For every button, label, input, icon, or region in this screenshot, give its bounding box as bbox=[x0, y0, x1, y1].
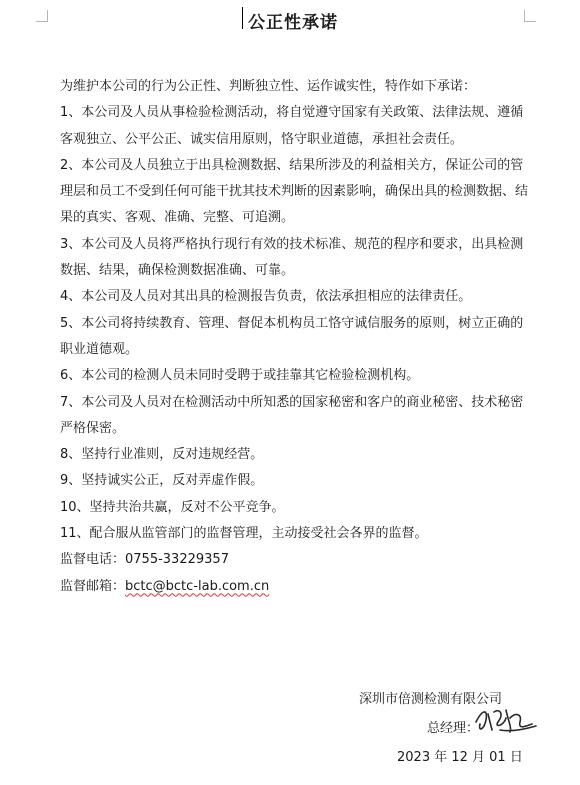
commitment-item-11: 11、配合服从监管部门的监督管理，主动接受社会各界的监督。 bbox=[60, 526, 428, 542]
commitment-item-7: 7、本公司及人员对在检测活动中所知悉的国家秘密和客户的商业秘密、技术秘密严格保密。 bbox=[60, 394, 524, 436]
document-date: 2023 年 12 月 01 日 bbox=[397, 750, 523, 765]
commitment-item-1: 1、本公司及人员从事检验检测活动，将自觉遵守国家有关政策、法律法规、遵循客观独立、公平公正、诚实信用原则，恪守职业道德，承担社会责任。 bbox=[60, 105, 524, 147]
general-manager-label: 总经理： bbox=[427, 721, 480, 736]
commitment-item-5: 5、本公司将持续教育、管理、督促本机构员工恪守诚信服务的原则，树立正确的职业道德观。 bbox=[60, 315, 524, 357]
company-name: 深圳市倍测检测有限公司 bbox=[359, 692, 503, 707]
document-title[interactable] bbox=[242, 6, 338, 35]
phone-label: 监督电话： bbox=[60, 552, 126, 568]
email-address: bctc@bctc-lab.com.cn bbox=[125, 578, 270, 594]
document-body[interactable] bbox=[60, 74, 530, 600]
intro-paragraph: 为维护本公司的行为公正性、判断独立性、运作诚实性，特作如下承诺： bbox=[60, 79, 477, 94]
document-title-text: 公正性承诺 bbox=[248, 13, 338, 33]
commitment-item-8: 8、坚持行业准则，反对违规经营。 bbox=[60, 447, 264, 463]
phone-line bbox=[60, 547, 530, 573]
commitment-item-2: 2、本公司及人员独立于出具检测数据、结果所涉及的利益相关方，保证公司的管理层和员工不受到任何可能干扰其技术判断的因素影响，确保出具的检测数据、结果的真实、客观、准确、完整、可追溯。 bbox=[60, 157, 529, 226]
email-label: 监督邮箱： bbox=[60, 578, 126, 594]
email-line bbox=[60, 574, 530, 600]
commitment-item-10: 10、坚持共治共赢，反对不公平竞争。 bbox=[60, 499, 285, 515]
commitment-item-6: 6、本公司的检测人员未同时受聘于或挂靠其它检验检测机构。 bbox=[60, 368, 420, 384]
commitment-item-3: 3、本公司及人员将严格执行现行有效的技术标准、规范的程序和要求，出具检测数据、结果，确保检测数据准确、可靠。 bbox=[60, 236, 524, 279]
title-row bbox=[0, 6, 580, 35]
commitment-item-9: 9、坚持诚实公正，反对弄虚作假。 bbox=[60, 473, 264, 489]
handwritten-signature bbox=[470, 700, 540, 740]
commitment-item-4: 4、本公司及人员对其出具的检测报告负责，依法承担相应的法律责任。 bbox=[60, 289, 472, 305]
phone-number: 0755-33229357 bbox=[125, 552, 229, 568]
text-cursor bbox=[242, 7, 243, 29]
